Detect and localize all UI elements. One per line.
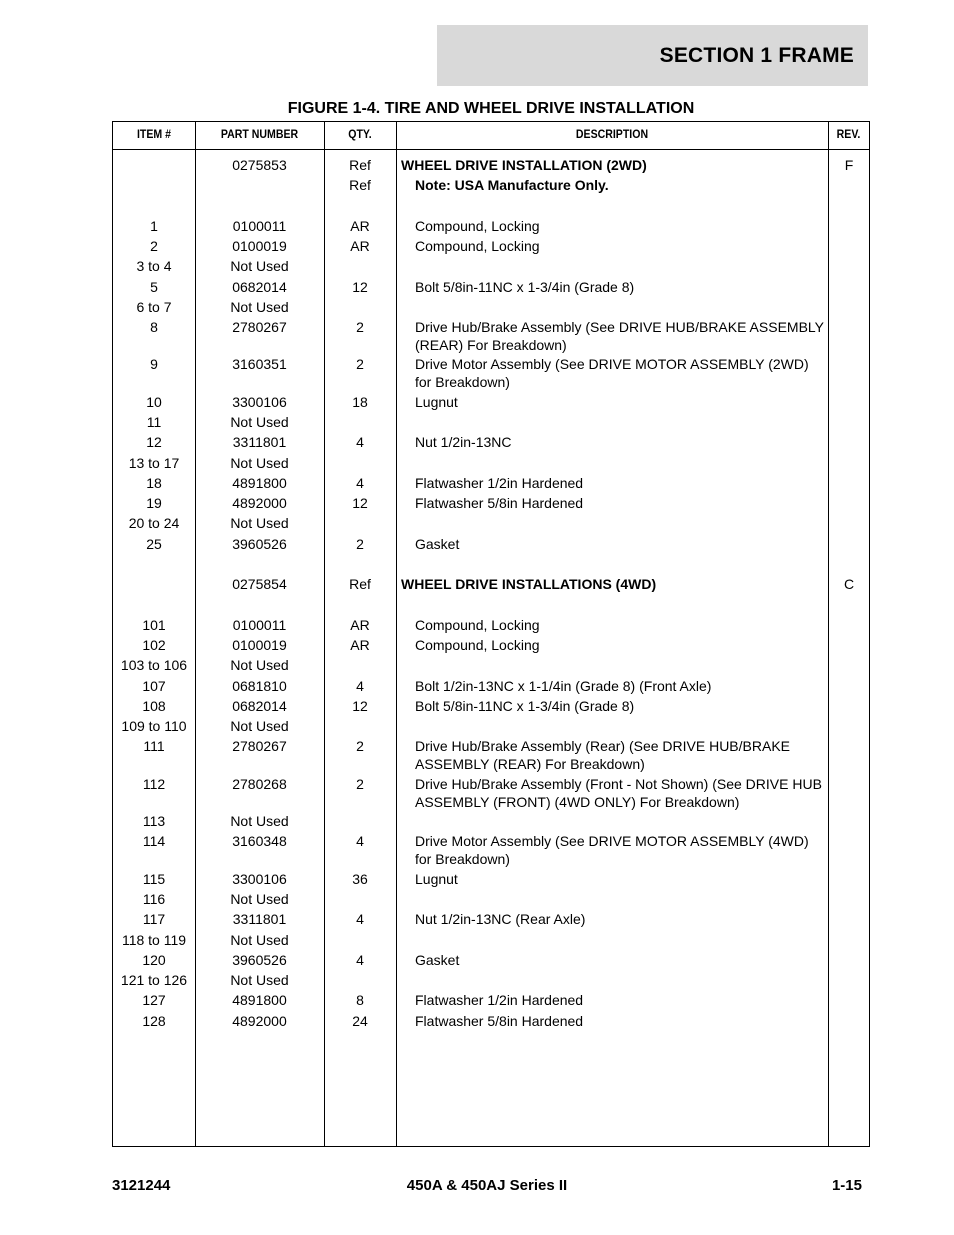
part-number: Not Used [230, 972, 289, 988]
part-number: 4891800 [232, 992, 287, 1008]
item-number: 25 [146, 536, 162, 552]
part-number: Not Used [230, 657, 289, 673]
part-number: 0100011 [232, 218, 287, 234]
part-number: 0682014 [232, 279, 287, 295]
figure-title: FIGURE 1-4. TIRE AND WHEEL DRIVE INSTALLATION [287, 100, 695, 117]
description: Drive Hub/Brake Assembly (Front - Not Shown) (See DRIVE HUB ASSEMBLY (FRONT) (4WD ONLY) For Breakdown) [415, 776, 822, 810]
item-number: 128 [142, 1013, 166, 1029]
description: WHEEL DRIVE INSTALLATIONS (4WD) [401, 576, 657, 592]
item-number: 107 [142, 678, 166, 694]
description: Drive Hub/Brake Assembly (See DRIVE HUB/BRAKE ASSEMBLY (REAR) For Breakdown) [415, 319, 824, 353]
part-number: 2780268 [232, 776, 287, 792]
part-number: 4891800 [232, 475, 287, 491]
quantity: 12 [352, 495, 368, 511]
item-number: 118 to 119 [121, 932, 187, 948]
quantity: Ref [349, 177, 371, 193]
part-number: 4892000 [232, 495, 287, 511]
item-number: 102 [142, 637, 166, 653]
description: Bolt 5/8in-11NC x 1-3/4in (Grade 8) [415, 279, 635, 295]
part-number: 3960526 [232, 536, 287, 552]
item-number: 18 [146, 475, 162, 491]
part-number: 0100019 [232, 637, 287, 653]
quantity: 18 [352, 394, 368, 410]
item-number: 103 to 106 [120, 657, 188, 673]
quantity: 2 [356, 536, 364, 552]
description: Gasket [415, 536, 460, 552]
part-number: Not Used [230, 813, 289, 829]
description: Flatwasher 5/8in Hardened [415, 1013, 584, 1029]
part-number: 3960526 [232, 952, 287, 968]
part-number: Not Used [230, 515, 289, 531]
header-part-number: PART NUMBER [220, 127, 299, 141]
description: Compound, Locking [415, 617, 540, 633]
description: Note: USA Manufacture Only. [415, 177, 609, 193]
quantity: 2 [356, 356, 364, 372]
page-footer [112, 1177, 862, 1197]
item-number: 115 [142, 871, 166, 887]
item-number: 9 [150, 356, 158, 372]
description: Flatwasher 1/2in Hardened [415, 475, 584, 491]
item-number: 2 [150, 238, 158, 254]
quantity: AR [350, 238, 370, 254]
description: Flatwasher 5/8in Hardened [415, 495, 584, 511]
item-number: 3 to 4 [136, 258, 172, 274]
quantity: 2 [356, 776, 364, 792]
item-number: 127 [142, 992, 166, 1008]
part-number: Not Used [230, 258, 289, 274]
part-number: 3160348 [232, 833, 287, 849]
column-divider [828, 122, 829, 1146]
item-number: 114 [142, 833, 166, 849]
quantity: 2 [356, 319, 364, 335]
part-number: Not Used [230, 299, 289, 315]
part-number: 0682014 [232, 698, 287, 714]
part-number: 3160351 [232, 356, 287, 372]
quantity: 4 [356, 833, 364, 849]
part-number: 4892000 [232, 1013, 287, 1029]
quantity: 36 [352, 871, 368, 887]
quantity: 24 [352, 1013, 368, 1029]
item-number: 109 to 110 [121, 718, 187, 734]
description: Bolt 1/2in-13NC x 1-1/4in (Grade 8) (Front Axle) [415, 678, 712, 694]
quantity: 4 [356, 952, 364, 968]
revision: C [843, 576, 855, 592]
part-number: 0681810 [232, 678, 287, 694]
item-number: 19 [146, 495, 162, 511]
item-number: 6 to 7 [136, 299, 172, 315]
parts-table [112, 121, 870, 1147]
item-number: 1 [150, 218, 158, 234]
column-divider [396, 122, 397, 1146]
description: Bolt 5/8in-11NC x 1-3/4in (Grade 8) [415, 698, 635, 714]
description: Flatwasher 1/2in Hardened [415, 992, 584, 1008]
part-number: 2780267 [232, 319, 287, 335]
item-number: 11 [146, 414, 162, 430]
quantity: Ref [349, 576, 371, 592]
quantity: AR [350, 637, 370, 653]
part-number: 0275853 [232, 157, 287, 173]
item-number: 12 [146, 434, 162, 450]
description: Nut 1/2in-13NC (Rear Axle) [415, 911, 586, 927]
description: Compound, Locking [415, 238, 540, 254]
revision: F [844, 157, 854, 173]
description: Compound, Locking [415, 218, 540, 234]
part-number: 0275854 [232, 576, 287, 592]
header-description: DESCRIPTION [575, 127, 649, 141]
model-name: 450A & 450AJ Series II [406, 1177, 568, 1194]
doc-number: 3121244 [112, 1177, 171, 1194]
description: Drive Hub/Brake Assembly (Rear) (See DRIVE HUB/BRAKE ASSEMBLY (REAR) For Breakdown) [415, 738, 790, 772]
item-number: 101 [142, 617, 166, 633]
item-number: 120 [142, 952, 166, 968]
item-number: 10 [146, 394, 162, 410]
part-number: Not Used [230, 718, 289, 734]
item-number: 121 to 126 [120, 972, 188, 988]
item-number: 108 [142, 698, 166, 714]
quantity: 2 [356, 738, 364, 754]
quantity: 4 [356, 434, 364, 450]
description: Drive Motor Assembly (See DRIVE MOTOR ASSEMBLY (2WD) for Breakdown) [415, 356, 809, 390]
description: Compound, Locking [415, 637, 540, 653]
table-header [113, 122, 869, 150]
quantity: 12 [352, 279, 368, 295]
quantity: 12 [352, 698, 368, 714]
part-number: Not Used [230, 414, 289, 430]
part-number: Not Used [230, 891, 289, 907]
quantity: 4 [356, 475, 364, 491]
part-number: 2780267 [232, 738, 287, 754]
quantity: 4 [356, 678, 364, 694]
header-item: ITEM # [136, 127, 172, 141]
item-number: 8 [150, 319, 158, 335]
part-number: 0100011 [232, 617, 287, 633]
item-number: 5 [150, 279, 158, 295]
quantity: 4 [356, 911, 364, 927]
section-title: SECTION 1 FRAME [659, 43, 854, 67]
part-number: 3300106 [232, 871, 287, 887]
description: Nut 1/2in-13NC [415, 434, 512, 450]
part-number: Not Used [230, 455, 289, 471]
quantity: Ref [349, 157, 371, 173]
description: Lugnut [415, 871, 458, 887]
description: Lugnut [415, 394, 458, 410]
part-number: Not Used [230, 932, 289, 948]
part-number: 3311801 [232, 911, 287, 927]
quantity: AR [350, 218, 370, 234]
item-number: 116 [142, 891, 166, 907]
part-number: 0100019 [232, 238, 287, 254]
description: WHEEL DRIVE INSTALLATION (2WD) [401, 157, 647, 173]
part-number: 3300106 [232, 394, 287, 410]
item-number: 112 [142, 776, 166, 792]
description: Drive Motor Assembly (See DRIVE MOTOR ASSEMBLY (4WD) for Breakdown) [415, 833, 809, 867]
quantity: 8 [356, 992, 364, 1008]
item-number: 20 to 24 [128, 515, 180, 531]
header-qty: QTY. [348, 127, 372, 141]
quantity: AR [350, 617, 370, 633]
item-number: 111 [143, 738, 165, 754]
item-number: 117 [142, 911, 166, 927]
item-number: 13 to 17 [128, 455, 180, 471]
section-banner [437, 25, 868, 86]
page-number: 1-15 [831, 1177, 862, 1194]
item-number: 113 [142, 813, 166, 829]
part-number: 3311801 [232, 434, 287, 450]
description: Gasket [415, 952, 460, 968]
header-rev: REV. [836, 127, 861, 141]
